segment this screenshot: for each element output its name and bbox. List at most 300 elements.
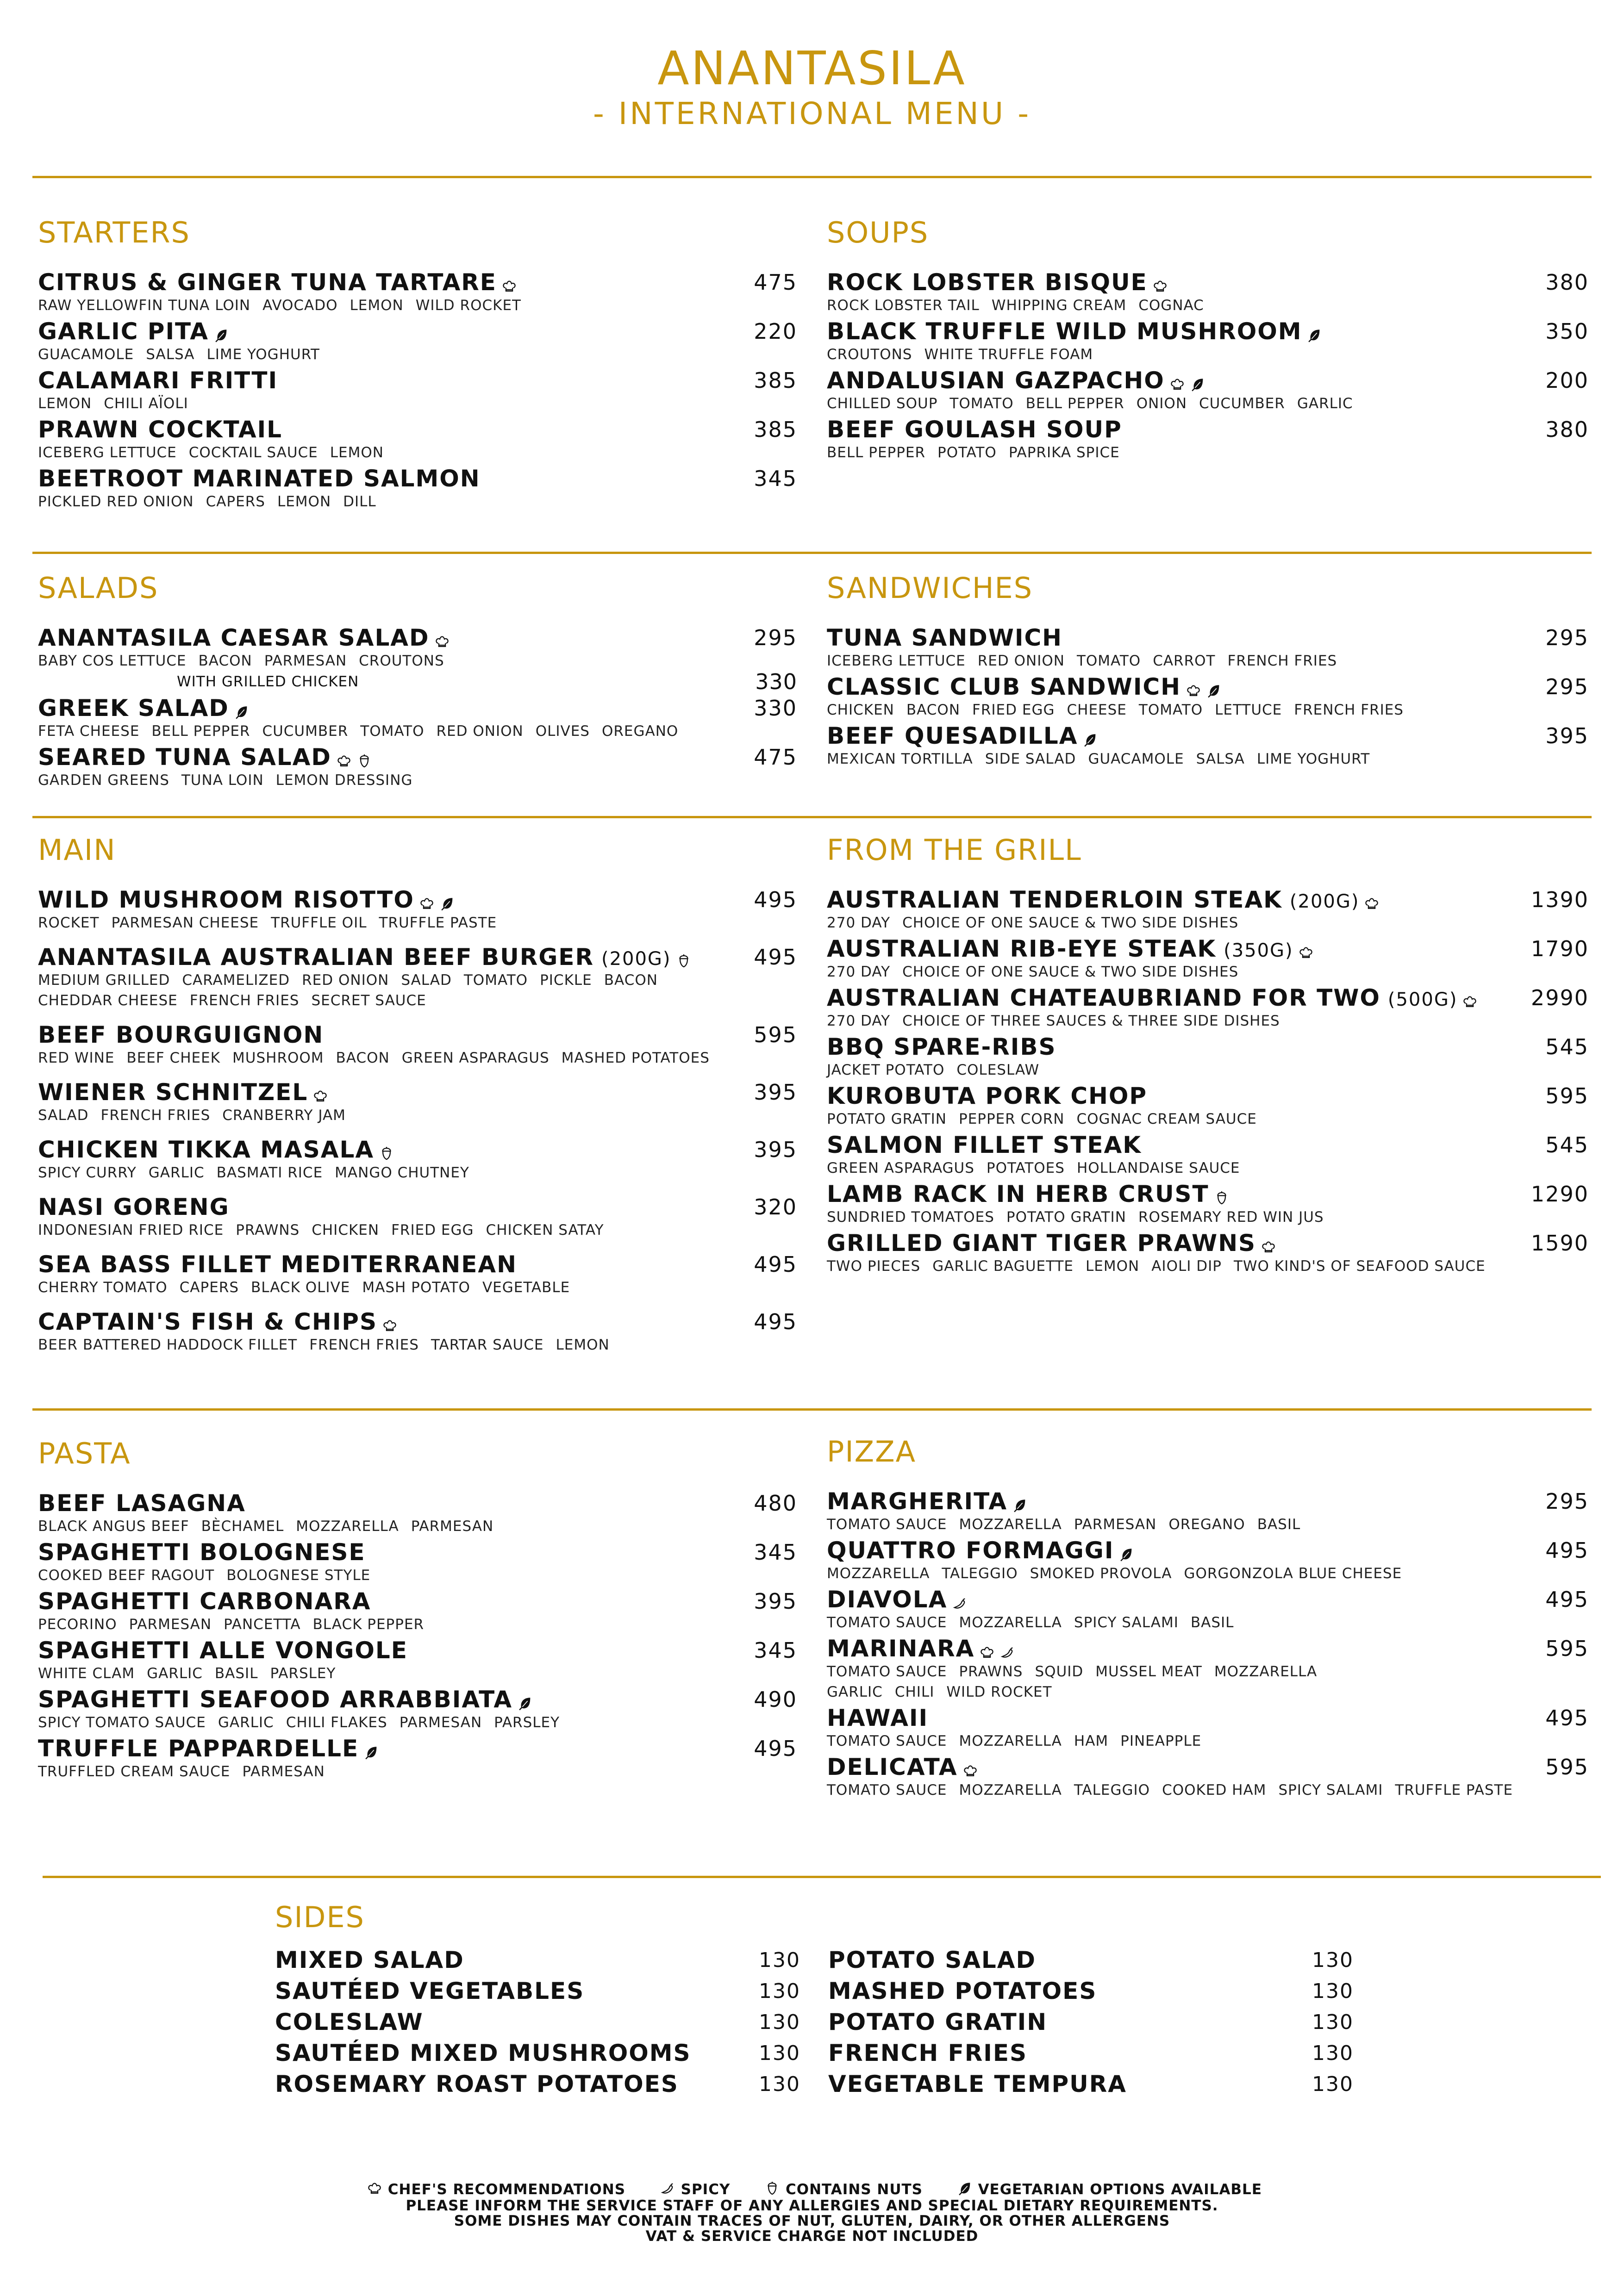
side-name: MASHED POTATOES xyxy=(828,1978,1097,2004)
side-price: 130 xyxy=(1312,1948,1354,1972)
ingredient: SECRET SAUCE xyxy=(311,992,426,1009)
ingredient: TOMATO SAUCE xyxy=(827,1663,947,1680)
chef-hat-icon xyxy=(962,1763,978,1779)
chef-hat-icon xyxy=(1186,683,1201,699)
ingredient: LEMON xyxy=(350,297,404,314)
item-price: 395 xyxy=(1545,723,1589,748)
item-name: HAWAII xyxy=(827,1705,929,1731)
side-price: 130 xyxy=(1312,2041,1354,2065)
menu-item xyxy=(827,1488,1589,1535)
item-name: SALMON FILLET STEAK xyxy=(827,1132,1142,1158)
ingredient: BELL PEPPER xyxy=(1025,395,1124,412)
section-title: MAIN xyxy=(38,833,116,867)
menu-item xyxy=(827,1132,1589,1178)
ingredient: HAM xyxy=(1074,1733,1109,1749)
ingredient: BELL PEPPER xyxy=(151,723,250,740)
side-price: 130 xyxy=(759,1948,800,1972)
item-price: 385 xyxy=(754,368,797,393)
legend-veg xyxy=(952,2181,1262,2198)
section-grill xyxy=(827,833,1589,1279)
ingredient: BASMATI RICE xyxy=(216,1164,323,1181)
menu-item xyxy=(38,744,797,790)
ingredient: CAPERS xyxy=(179,1279,239,1296)
ingredient: TOMATO SAUCE xyxy=(827,1733,947,1749)
menu-item xyxy=(38,269,797,316)
ingredient: TWO PIECES xyxy=(827,1258,921,1275)
side-name: MIXED SALAD xyxy=(275,1947,464,1973)
item-price: 395 xyxy=(754,1589,797,1614)
item-price: 1390 xyxy=(1530,887,1589,912)
ingredient: CUCUMBER xyxy=(262,723,349,740)
ingredient: ROCKET xyxy=(38,915,100,931)
legend-chef-label: CHEF'S RECOMMENDATIONS xyxy=(387,2181,626,2198)
item-description xyxy=(827,1612,1589,1633)
item-name: NASI GORENG xyxy=(38,1194,230,1220)
item-name: SPAGHETTI ALLE VONGOLE xyxy=(38,1637,408,1664)
ingredient: FRENCH FRIES xyxy=(1294,702,1404,718)
section-title: FROM THE GRILL xyxy=(827,833,1082,867)
ingredient: LIME YOGHURT xyxy=(1256,751,1370,767)
ingredient: LEMON xyxy=(556,1337,610,1353)
ingredient: FRENCH FRIES xyxy=(189,992,300,1009)
ingredient: LEMON xyxy=(38,395,92,412)
ingredient: BEEF CHEEK xyxy=(126,1050,221,1066)
item-name: BBQ SPARE-RIBS xyxy=(827,1033,1056,1060)
ingredient: PEPPER CORN xyxy=(959,1111,1065,1127)
ingredient: SPICY TOMATO SAUCE xyxy=(38,1714,206,1731)
ingredient: BELL PEPPER xyxy=(827,444,926,461)
side-name: SAUTÉED VEGETABLES xyxy=(275,1978,585,2004)
ingredient: CHICKEN xyxy=(827,702,894,718)
item-description xyxy=(38,1663,797,1684)
ingredient: ROSEMARY RED WIN JUS xyxy=(1138,1209,1324,1226)
ingredient: PAPRIKA SPICE xyxy=(1008,444,1120,461)
ingredient: PRAWNS xyxy=(236,1222,300,1238)
menu-item xyxy=(827,936,1589,982)
menu-item xyxy=(827,417,1589,463)
menu-item xyxy=(827,625,1589,671)
menu-item xyxy=(827,1181,1589,1227)
ingredient: GARLIC xyxy=(827,1684,883,1700)
item-name: BEEF BOURGUIGNON xyxy=(38,1021,324,1048)
ingredient: CRANBERRY JAM xyxy=(222,1107,346,1124)
menu-item xyxy=(38,367,797,414)
item-name: MARGHERITA xyxy=(827,1488,1008,1515)
ingredient: COCKTAIL SAUCE xyxy=(188,444,318,461)
item-price: 295 xyxy=(1545,674,1589,699)
side-name: FRENCH FRIES xyxy=(828,2040,1028,2066)
side-item xyxy=(828,1976,1354,2007)
ingredient: AVOCADO xyxy=(262,297,338,314)
side-name: SAUTÉED MIXED MUSHROOMS xyxy=(275,2040,691,2066)
item-price: 220 xyxy=(754,319,797,344)
ingredient: LEMON xyxy=(1086,1258,1140,1275)
legend-veg-label: VEGETARIAN OPTIONS AVAILABLE xyxy=(978,2181,1262,2198)
leaf-icon xyxy=(234,704,250,720)
divider xyxy=(32,1408,1592,1411)
item-description xyxy=(827,1158,1589,1178)
footer-notes xyxy=(0,2182,1624,2244)
ingredient: WHITE TRUFFLE FOAM xyxy=(924,346,1093,363)
ingredient: GUACAMOLE xyxy=(38,346,134,363)
ingredient: ICEBERG LETTUCE xyxy=(38,444,177,461)
section-title: SOUPS xyxy=(827,216,929,249)
chef-hat-icon xyxy=(419,896,435,912)
side-item xyxy=(275,1976,800,2007)
item-price: 595 xyxy=(1545,1083,1589,1108)
menu-item xyxy=(38,1539,797,1586)
menu-item xyxy=(38,1490,797,1537)
item-price: 595 xyxy=(1545,1755,1589,1780)
item-price: 495 xyxy=(1545,1538,1589,1563)
nut-icon xyxy=(356,753,372,769)
item-price: 545 xyxy=(1545,1034,1589,1059)
ingredient: WILD ROCKET xyxy=(946,1684,1052,1700)
ingredient: LEMON xyxy=(277,493,331,510)
item-description xyxy=(827,295,1589,316)
item-price: 545 xyxy=(1545,1132,1589,1157)
divider xyxy=(32,176,1592,178)
ingredient: PARMESAN CHEESE xyxy=(111,915,259,931)
ingredient: BASIL xyxy=(1190,1614,1234,1631)
chef-hat-icon xyxy=(1169,377,1185,392)
item-price: 395 xyxy=(754,1137,797,1162)
ingredient: PECORINO xyxy=(38,1616,117,1633)
ingredient: MUSHROOM xyxy=(232,1050,324,1066)
section-starters xyxy=(38,218,797,515)
leaf-icon xyxy=(1306,328,1322,343)
item-description xyxy=(827,749,1589,769)
ingredient: GARLIC xyxy=(148,1164,205,1181)
item-description xyxy=(38,1277,797,1298)
ingredient: BACON xyxy=(906,702,961,718)
item-name: CLASSIC CLUB SANDWICH xyxy=(827,673,1181,700)
ingredient: PARSLEY xyxy=(270,1665,336,1682)
item-name: SPAGHETTI CARBONARA xyxy=(38,1588,371,1615)
item-name: GRILLED GIANT TIGER PRAWNS xyxy=(827,1230,1256,1257)
section-title: SALADS xyxy=(38,571,159,605)
ingredient: FRENCH FRIES xyxy=(309,1337,419,1353)
ingredient: TOMATO SAUCE xyxy=(827,1614,947,1631)
ingredient: CHICKEN xyxy=(312,1222,380,1238)
menu-item xyxy=(827,367,1589,414)
item-price: 1290 xyxy=(1530,1182,1589,1207)
ingredient: POTATO GRATIN xyxy=(827,1111,947,1127)
item-description xyxy=(38,492,797,512)
item-description xyxy=(38,1565,797,1586)
item-price: 350 xyxy=(1545,319,1589,344)
chef-hat-icon xyxy=(1152,279,1168,294)
ingredient: POTATO GRATIN xyxy=(1006,1209,1126,1226)
chef-hat-icon xyxy=(367,2181,382,2196)
item-description xyxy=(38,770,797,790)
ingredient: 270 DAY xyxy=(827,1013,891,1029)
ingredient: RED ONION xyxy=(436,723,524,740)
ingredient: GARDEN GREENS xyxy=(38,772,169,789)
ingredient: PINEAPPLE xyxy=(1120,1733,1202,1749)
leaf-icon xyxy=(1118,1547,1134,1562)
footer-line: VAT & SERVICE CHARGE NOT INCLUDED xyxy=(645,2228,979,2245)
item-description xyxy=(827,393,1589,414)
ingredient: BLACK OLIVE xyxy=(251,1279,350,1296)
side-item xyxy=(828,2007,1354,2038)
option-label: WITH GRILLED CHICKEN xyxy=(177,673,359,690)
ingredient: CHICKEN SATAY xyxy=(486,1222,604,1238)
ingredient: TRUFFLE PASTE xyxy=(379,915,497,931)
ingredient: ONION xyxy=(1136,395,1187,412)
item-name: LAMB RACK IN HERB CRUST xyxy=(827,1181,1209,1207)
item-name: SPAGHETTI SEAFOOD ARRABBIATA xyxy=(38,1686,513,1713)
item-description xyxy=(827,1682,1589,1702)
item-price: 330 xyxy=(754,696,797,721)
ingredient: CROUTONS xyxy=(827,346,912,363)
ingredient: 270 DAY xyxy=(827,964,891,980)
item-name: CALAMARI FRITTI xyxy=(38,367,278,394)
menu-header xyxy=(0,42,1624,131)
ingredient: VEGETABLE xyxy=(482,1279,570,1296)
section-soups xyxy=(827,218,1589,466)
item-price: 495 xyxy=(754,1736,797,1761)
ingredient: FRENCH FRIES xyxy=(1227,653,1337,669)
item-name: AUSTRALIAN RIB-EYE STEAK xyxy=(827,935,1217,962)
ingredient: CHOICE OF THREE SAUCES & THREE SIDE DISHES xyxy=(902,1013,1280,1029)
ingredient: PARMESAN xyxy=(1074,1516,1157,1533)
side-name: POTATO GRATIN xyxy=(828,2009,1048,2035)
item-name: BEEF GOULASH SOUP xyxy=(827,416,1122,443)
item-name: TUNA SANDWICH xyxy=(827,624,1063,651)
side-item xyxy=(275,2007,800,2038)
item-description xyxy=(38,1048,797,1068)
item-description xyxy=(827,1060,1589,1080)
ingredient: RED ONION xyxy=(302,972,389,989)
item-name: MARINARA xyxy=(827,1635,975,1662)
ingredient: INDONESIAN FRIED RICE xyxy=(38,1222,224,1238)
item-description xyxy=(38,721,797,741)
legend-nuts-label: CONTAINS NUTS xyxy=(786,2181,923,2198)
item-description xyxy=(38,1614,797,1635)
side-item xyxy=(275,2069,800,2100)
menu-item xyxy=(827,1705,1589,1751)
item-price: 495 xyxy=(754,945,797,970)
ingredient: POTATO xyxy=(937,444,997,461)
ingredient: TWO KIND'S OF SEAFOOD SAUCE xyxy=(1233,1258,1486,1275)
item-name: TRUFFLE PAPPARDELLE xyxy=(38,1735,359,1762)
item-weight: (350G) xyxy=(1224,940,1293,961)
chef-hat-icon xyxy=(1462,994,1478,1010)
ingredient: WHIPPING CREAM xyxy=(991,297,1127,314)
item-price: 295 xyxy=(1545,1489,1589,1514)
item-description xyxy=(827,651,1589,671)
item-name: KUROBUTA PORK CHOP xyxy=(827,1083,1148,1109)
side-name: COLESLAW xyxy=(275,2009,424,2035)
item-price: 475 xyxy=(754,270,797,295)
side-price: 130 xyxy=(1312,1979,1354,2003)
menu-item xyxy=(38,466,797,512)
item-price: 200 xyxy=(1545,368,1589,393)
menu-item xyxy=(38,1194,797,1240)
ingredient: MUSSEL MEAT xyxy=(1095,1663,1202,1680)
ingredient: OREGANO xyxy=(601,723,679,740)
leaf-icon xyxy=(1190,377,1206,392)
item-price: 595 xyxy=(754,1022,797,1047)
ingredient: TOMATO xyxy=(949,395,1014,412)
item-name: DIAVOLA xyxy=(827,1586,948,1613)
item-price: 495 xyxy=(754,887,797,912)
icon-legend xyxy=(0,2182,1624,2198)
chef-hat-icon xyxy=(501,279,517,294)
item-price: 495 xyxy=(754,1309,797,1334)
item-description xyxy=(827,1207,1589,1227)
item-price: 385 xyxy=(754,417,797,442)
ingredient: RED WINE xyxy=(38,1050,115,1066)
item-price: 320 xyxy=(754,1195,797,1220)
menu-item xyxy=(827,1587,1589,1633)
item-description xyxy=(38,1105,797,1126)
menu-item xyxy=(827,1537,1589,1584)
footer-line: SOME DISHES MAY CONTAIN TRACES OF NUT, GLUTEN, DAIRY, OR OTHER ALLERGENS xyxy=(454,2212,1170,2229)
ingredient: BACON xyxy=(336,1050,390,1066)
item-description xyxy=(827,1563,1589,1584)
item-description xyxy=(827,1011,1589,1031)
section-pizza xyxy=(827,1437,1589,1803)
item-price: 490 xyxy=(754,1687,797,1712)
menu-item xyxy=(827,1230,1589,1276)
item-name: ANANTASILA CAESAR SALAD xyxy=(38,624,430,651)
item-description xyxy=(827,1109,1589,1129)
item-weight: (500G) xyxy=(1387,989,1458,1010)
footer-line: PLEASE INFORM THE SERVICE STAFF OF ANY ALLERGIES AND SPECIAL DIETARY REQUIREMENTS. xyxy=(406,2197,1218,2214)
side-item xyxy=(275,2038,800,2069)
item-description xyxy=(38,1712,797,1733)
ingredient: FRIED EGG xyxy=(972,702,1055,718)
item-description xyxy=(38,295,797,316)
item-name: ANANTASILA AUSTRALIAN BEEF BURGER xyxy=(38,944,594,971)
ingredient: OLIVES xyxy=(535,723,590,740)
chef-hat-icon xyxy=(1298,945,1314,961)
chef-hat-icon xyxy=(382,1318,398,1334)
nut-icon xyxy=(676,953,692,969)
ingredient: COGNAC CREAM SAUCE xyxy=(1076,1111,1257,1127)
menu-item xyxy=(38,318,797,365)
item-name: SEARED TUNA SALAD xyxy=(38,744,331,771)
chef-hat-icon xyxy=(312,1089,328,1104)
ingredient: AIOLI DIP xyxy=(1151,1258,1222,1275)
ingredient: MOZZARELLA xyxy=(827,1565,930,1582)
ingredient: PARMESAN xyxy=(129,1616,212,1633)
item-description xyxy=(38,1163,797,1183)
menu-item xyxy=(827,1083,1589,1129)
ingredient: MEXICAN TORTILLA xyxy=(827,751,973,767)
menu-item xyxy=(38,1022,797,1068)
ingredient: BABY COS LETTUCE xyxy=(38,653,187,669)
ingredient: COGNAC xyxy=(1138,297,1204,314)
ingredient: CHILLED SOUP xyxy=(827,395,938,412)
restaurant-title: ANANTASILA xyxy=(657,41,967,95)
side-price: 130 xyxy=(759,2010,800,2034)
item-name: CAPTAIN'S FISH & CHIPS xyxy=(38,1308,377,1335)
ingredient: CUCUMBER xyxy=(1199,395,1285,412)
ingredient: GREEN ASPARAGUS xyxy=(827,1160,974,1176)
ingredient: MASH POTATO xyxy=(362,1279,470,1296)
item-price: 1590 xyxy=(1530,1231,1589,1256)
legend-nuts xyxy=(760,2181,923,2198)
leaf-icon xyxy=(517,1696,533,1711)
ingredient: COOKED BEEF RAGOUT xyxy=(38,1567,215,1584)
item-description xyxy=(827,700,1589,720)
item-name: GREEK SALAD xyxy=(38,695,229,722)
ingredient: MOZZARELLA xyxy=(959,1516,1062,1533)
item-name: GARLIC PITA xyxy=(38,318,209,345)
ingredient: WILD ROCKET xyxy=(415,297,521,314)
item-weight: (200G) xyxy=(601,948,671,970)
side-name: POTATO SALAD xyxy=(828,1947,1036,1973)
ingredient: MOZZARELLA xyxy=(959,1733,1062,1749)
ingredient: COLESLAW xyxy=(956,1062,1040,1078)
leaf-icon xyxy=(213,328,229,343)
item-description xyxy=(38,651,797,671)
ingredient: FETA CHEESE xyxy=(38,723,140,740)
menu-item xyxy=(38,625,797,692)
ingredient: SALAD xyxy=(38,1107,89,1124)
ingredient: PARMESAN xyxy=(242,1763,325,1780)
item-price: 380 xyxy=(1545,417,1589,442)
menu-item xyxy=(38,417,797,463)
leaf-icon xyxy=(1082,732,1098,748)
ingredient: TOMATO xyxy=(463,972,528,989)
item-name: ANDALUSIAN GAZPACHO xyxy=(827,367,1165,394)
menu-item xyxy=(38,887,797,933)
ingredient: BACON xyxy=(604,972,658,989)
item-description xyxy=(827,1780,1589,1800)
ingredient: CHOICE OF ONE SAUCE & TWO SIDE DISHES xyxy=(902,915,1239,931)
ingredient: GARLIC xyxy=(1297,395,1353,412)
ingredient: BLACK ANGUS BEEF xyxy=(38,1518,189,1535)
ingredient: OREGANO xyxy=(1168,1516,1245,1533)
item-name: CITRUS & GINGER TUNA TARTARE xyxy=(38,269,497,296)
ingredient: CAPERS xyxy=(206,493,265,510)
item-price: 295 xyxy=(754,625,797,650)
side-price: 130 xyxy=(759,2041,800,2065)
item-description xyxy=(38,1516,797,1537)
item-name: QUATTRO FORMAGGI xyxy=(827,1537,1114,1564)
menu-item xyxy=(827,269,1589,316)
ingredient: RAW YELLOWFIN TUNA LOIN xyxy=(38,297,251,314)
ingredient: TUNA LOIN xyxy=(181,772,264,789)
ingredient: DILL xyxy=(343,493,376,510)
item-option xyxy=(38,671,797,692)
menu-item xyxy=(827,674,1589,720)
item-description xyxy=(827,913,1589,933)
menu-item xyxy=(827,1636,1589,1702)
section-sandwiches xyxy=(827,571,1589,772)
side-item xyxy=(275,1945,800,1976)
item-name: SPAGHETTI BOLOGNESE xyxy=(38,1539,366,1566)
chef-hat-icon xyxy=(1261,1239,1276,1255)
leaf-icon xyxy=(363,1745,379,1761)
menu-item xyxy=(38,695,797,741)
item-name: CHICKEN TIKKA MASALA xyxy=(38,1136,375,1163)
side-name: VEGETABLE TEMPURA xyxy=(828,2071,1127,2097)
side-item xyxy=(828,2038,1354,2069)
section-main xyxy=(38,833,797,1366)
side-price: 130 xyxy=(759,2072,800,2096)
item-description xyxy=(38,1220,797,1240)
ingredient: TRUFFLE PASTE xyxy=(1395,1782,1513,1798)
ingredient: MASHED POTATOES xyxy=(561,1050,710,1066)
ingredient: LETTUCE xyxy=(1215,702,1282,718)
item-price: 480 xyxy=(754,1491,797,1516)
menu-item xyxy=(38,1736,797,1782)
